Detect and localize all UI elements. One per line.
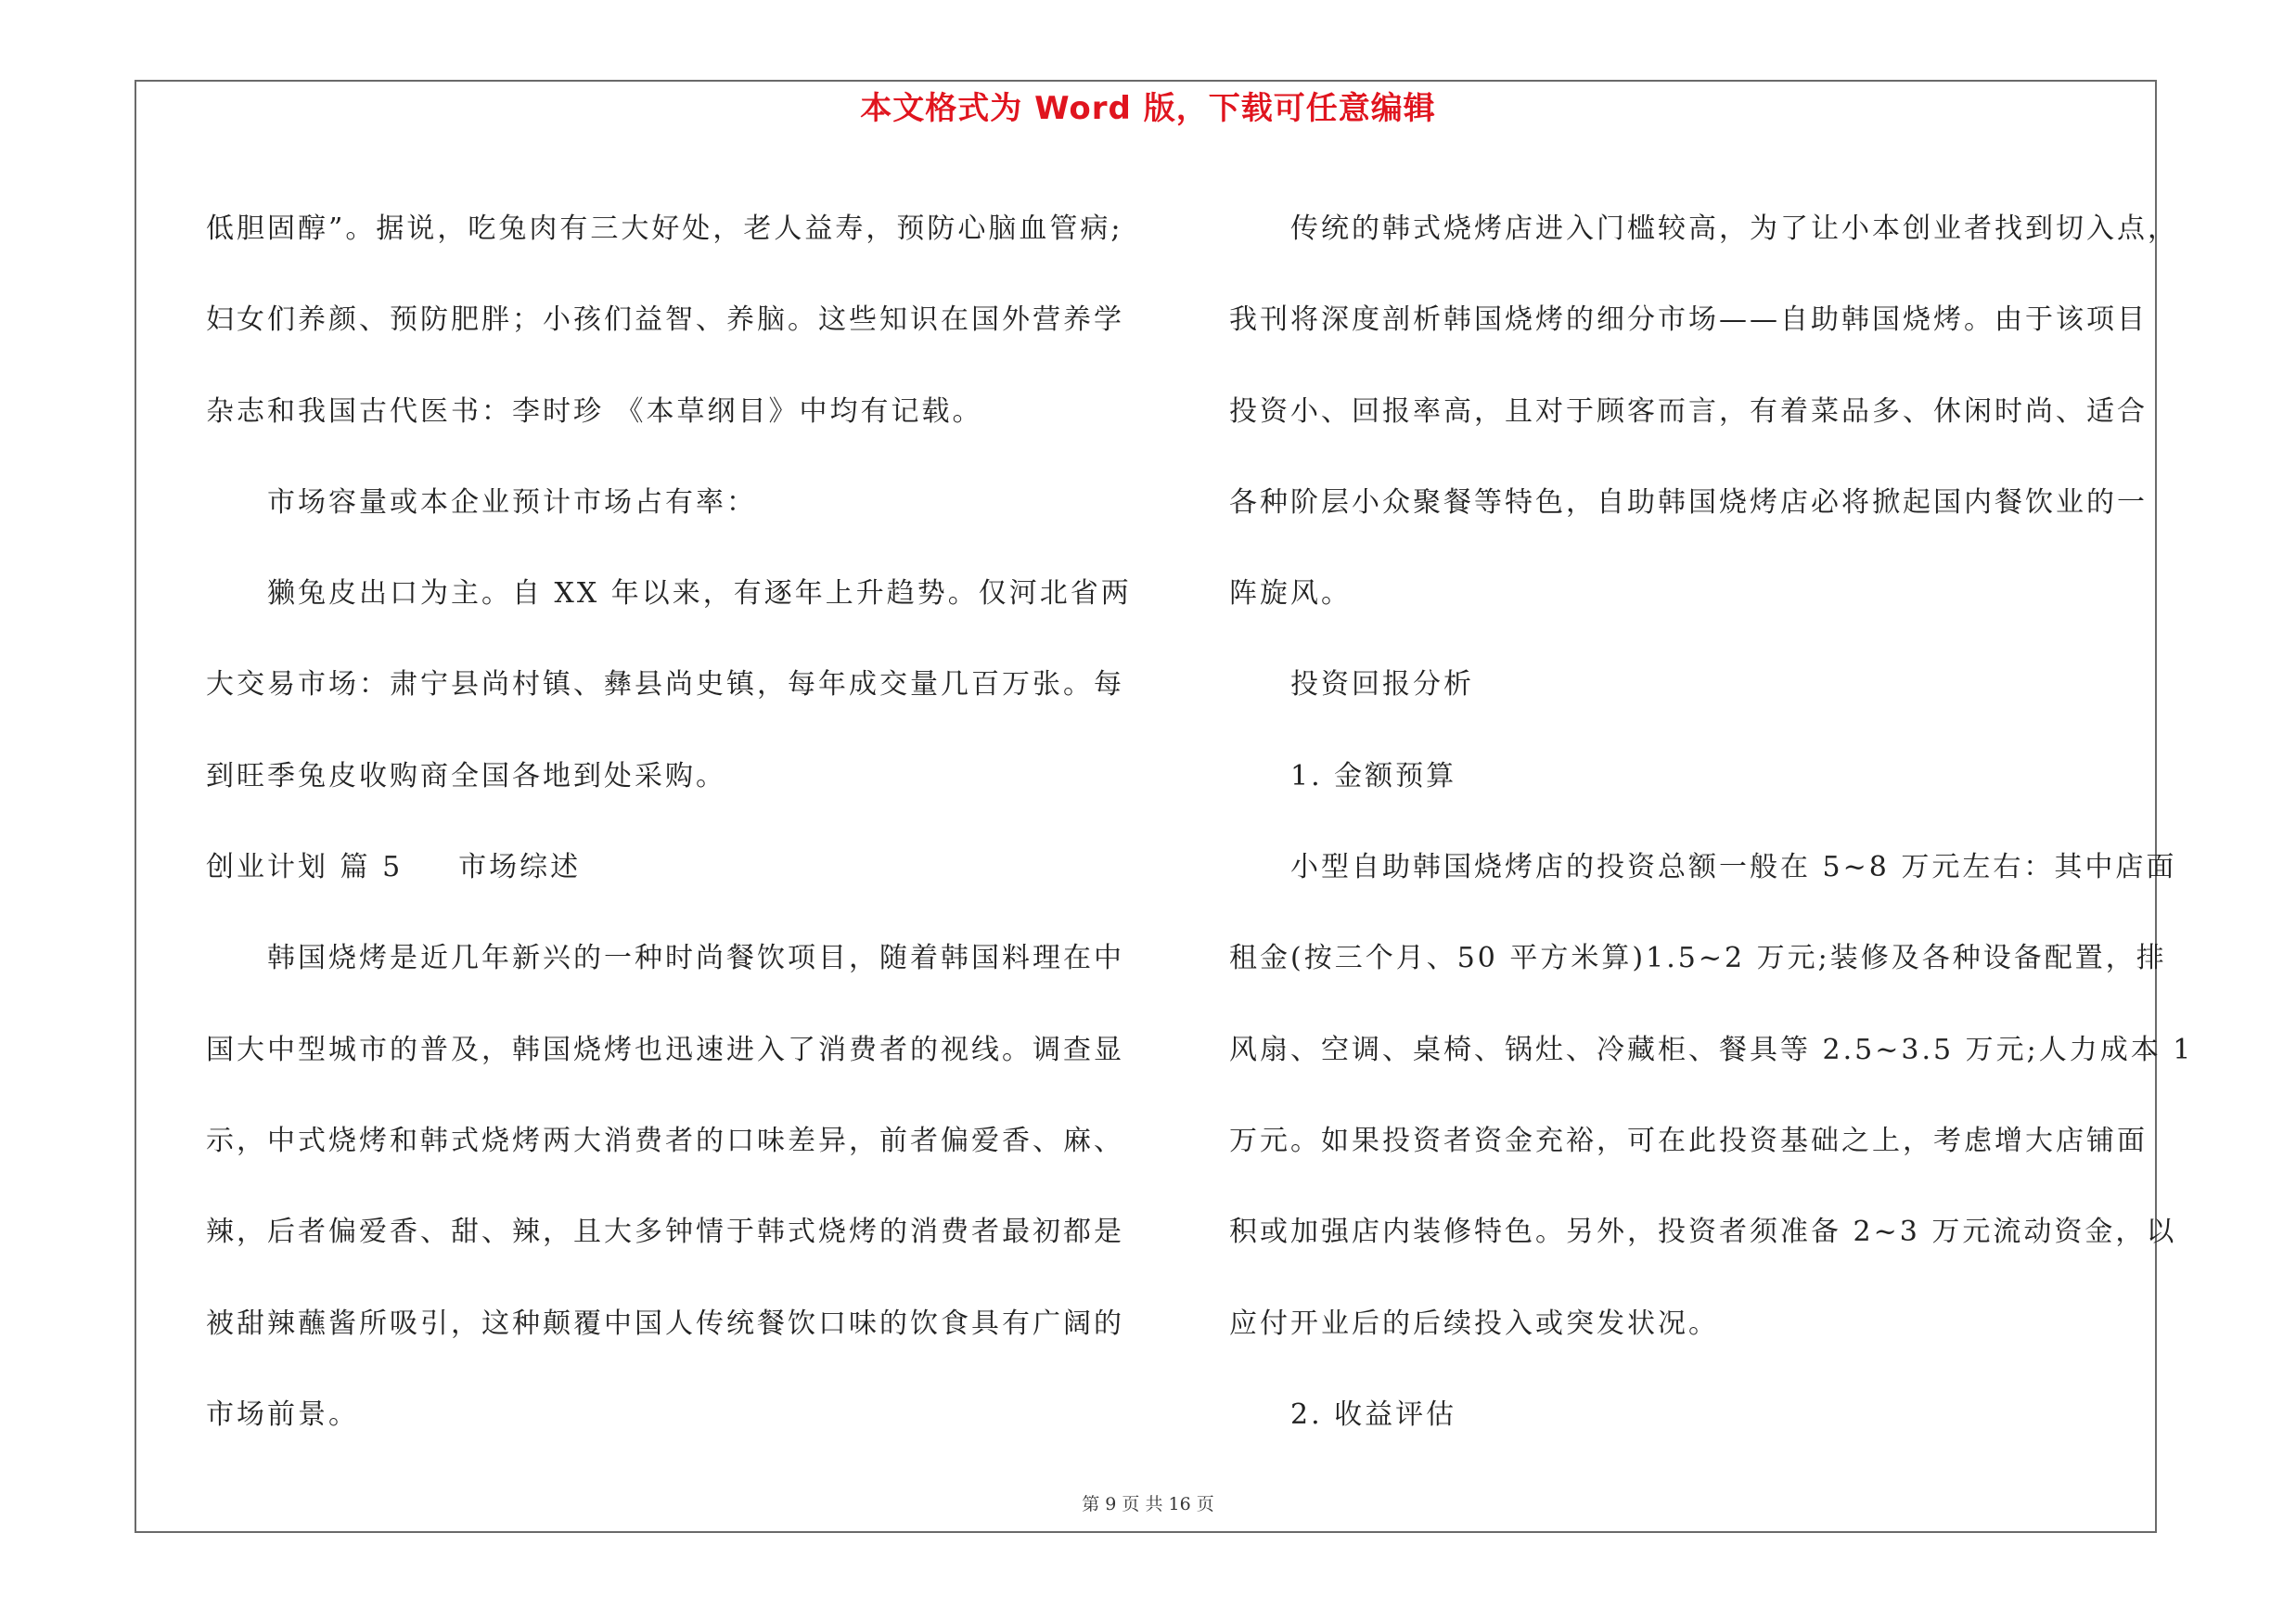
left-column [206, 184, 1161, 1461]
paragraph-line: 市场容量或本企业预计市场占有率： [267, 485, 757, 519]
paragraph-line: 獭兔皮出口为主。自 XX 年以来，有逐年上升趋势。仅河北省两 [267, 577, 1132, 611]
paragraph-line: 辣，后者偏爱香、甜、辣，且大多钟情于韩式烧烤的消费者最初都是 [206, 1216, 1124, 1249]
paragraph-line: 我刊将深度剖析韩国烧烤的细分市场——自助韩国烧烤。由于该项目 [1229, 303, 2148, 337]
paragraph-line: 风扇、空调、桌椅、锅灶、冷藏柜、餐具等 2.5~3.5 万元;人力成本 1 [1229, 1033, 2194, 1066]
banner-title: 本文格式为 Word 版，下载可任意编辑 [860, 90, 1436, 127]
paragraph-line: 租金(按三个月、50 平方米算)1.5~2 万元;装修及各种设备配置，排 [1229, 942, 2167, 975]
paragraph-line: 各种阶层小众聚餐等特色，自助韩国烧烤店必将掀起国内餐饮业的一 [1229, 485, 2148, 519]
paragraph-line: 到旺季兔皮收购商全国各地到处采购。 [206, 759, 726, 792]
section-heading-subtitle: 市场综述 [458, 851, 582, 884]
paragraph-line: 示，中式烧烤和韩式烧烤两大消费者的口味差异，前者偏爱香、麻、 [206, 1124, 1124, 1157]
paragraph-line: 韩国烧烤是近几年新兴的一种时尚餐饮项目，随着韩国料理在中 [267, 942, 1124, 975]
paragraph-line: 小型自助韩国烧烤店的投资总额一般在 5~8 万元左右：其中店面 [1290, 851, 2177, 884]
paragraph-line: 积或加强店内装修特色。另外，投资者须准备 2~3 万元流动资金，以 [1229, 1216, 2177, 1249]
paragraph-line: 阵旋风。 [1229, 577, 1352, 611]
paragraph-line: 被甜辣蘸酱所吸引，这种颠覆中国人传统餐饮口味的饮食具有广阔的 [206, 1307, 1124, 1340]
paragraph-line: 应付开业后的后续投入或突发状况。 [1229, 1307, 1719, 1340]
paragraph-line: 投资小、回报率高，且对于顾客而言，有着菜品多、休闲时尚、适合 [1229, 394, 2148, 428]
section-heading-title: 创业计划 篇 5 [206, 851, 404, 884]
section-heading [206, 822, 1161, 913]
numbered-heading: 1. 金额预算 [1290, 759, 1457, 792]
numbered-heading: 2. 收益评估 [1290, 1398, 1457, 1431]
paragraph-line: 大交易市场：肃宁县尚村镇、彝县尚史镇，每年成交量几百万张。每 [206, 668, 1124, 702]
page-number: 第 9 页 共 16 页 [1082, 1494, 1214, 1514]
paragraph-line: 传统的韩式烧烤店进入门槛较高，为了让小本创业者找到切入点， [1290, 213, 2178, 245]
paragraph-line: 市场前景。 [206, 1398, 359, 1431]
section-subheading: 投资回报分析 [1290, 668, 1474, 702]
paragraph-line: 国大中型城市的普及，韩国烧烤也迅速进入了消费者的视线。调查显 [206, 1033, 1124, 1066]
paragraph-line: 低胆固醇”。据说，吃兔肉有三大好处，老人益寿，预防心脑血管病; [206, 213, 1123, 245]
right-column [1229, 184, 2194, 1461]
paragraph-line: 万元。如果投资者资金充裕，可在此投资基础之上，考虑增大店铺面 [1229, 1124, 2148, 1157]
paragraph-line: 妇女们养颜、预防肥胖；小孩们益智、养脑。这些知识在国外营养学 [206, 303, 1124, 337]
paragraph-line: 杂志和我国古代医书：李时珍 《本草纲目》中均有记载。 [206, 394, 983, 428]
